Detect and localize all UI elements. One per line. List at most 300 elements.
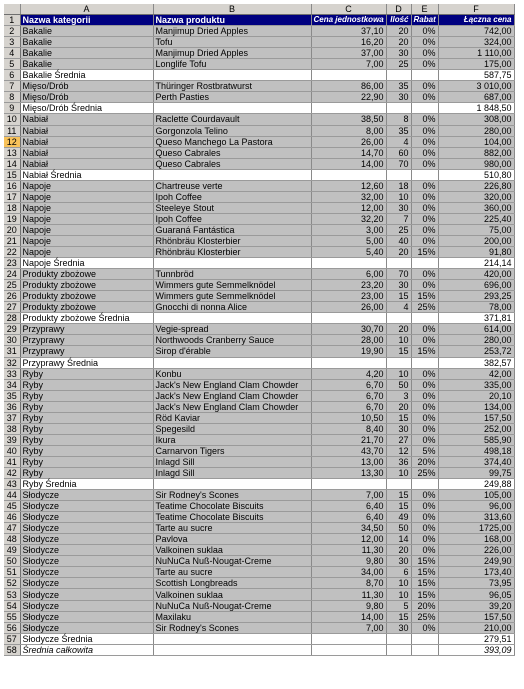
cell-quantity[interactable]: 70 (386, 158, 411, 169)
row-number[interactable]: 1 (4, 15, 20, 26)
cell-discount[interactable]: 0% (411, 114, 438, 125)
cell-product[interactable]: Carnarvon Tigers (153, 445, 311, 456)
cell-unit-price[interactable]: 11,30 (311, 589, 386, 600)
cell-discount[interactable]: 0% (411, 158, 438, 169)
cell-unit-price[interactable] (311, 357, 386, 368)
cell-total-price[interactable]: 320,00 (438, 191, 514, 202)
cell-discount[interactable]: 15% (411, 567, 438, 578)
header-cell-total-price[interactable]: Łączna cena (438, 15, 514, 26)
row-number[interactable]: 43 (4, 479, 20, 490)
row-number[interactable]: 46 (4, 512, 20, 523)
cell-quantity[interactable]: 15 (386, 490, 411, 501)
cell-quantity[interactable]: 25 (386, 224, 411, 235)
cell-total-price[interactable]: 324,00 (438, 37, 514, 48)
cell-product[interactable]: Rhönbräu Klosterbier (153, 247, 311, 258)
cell-quantity[interactable]: 20 (386, 324, 411, 335)
cell-total-price[interactable]: 175,00 (438, 59, 514, 70)
cell-category[interactable]: Słodycze (20, 534, 153, 545)
cell-quantity[interactable]: 30 (386, 280, 411, 291)
cell-quantity[interactable]: 4 (386, 302, 411, 313)
row-number[interactable]: 37 (4, 412, 20, 423)
cell-category[interactable]: Ryby (20, 401, 153, 412)
row-number[interactable]: 38 (4, 423, 20, 434)
cell-unit-price[interactable]: 6,70 (311, 390, 386, 401)
cell-product[interactable]: Jack's New England Clam Chowder (153, 401, 311, 412)
row-number[interactable]: 13 (4, 147, 20, 158)
cell-discount[interactable] (411, 357, 438, 368)
cell-total-price[interactable]: 293,25 (438, 291, 514, 302)
cell-discount[interactable]: 25% (411, 467, 438, 478)
cell-discount[interactable]: 0% (411, 280, 438, 291)
cell-unit-price[interactable]: 13,30 (311, 467, 386, 478)
cell-total-price[interactable]: 1725,00 (438, 523, 514, 534)
cell-quantity[interactable]: 7 (386, 213, 411, 224)
cell-category[interactable]: Słodycze (20, 556, 153, 567)
cell-total-price[interactable]: 168,00 (438, 534, 514, 545)
cell-unit-price[interactable]: 10,50 (311, 412, 386, 423)
cell-product[interactable]: Tunnbröd (153, 269, 311, 280)
cell-total-price[interactable]: 91,80 (438, 247, 514, 258)
cell-unit-price[interactable]: 38,50 (311, 114, 386, 125)
cell-category[interactable]: Słodycze (20, 611, 153, 622)
cell-unit-price[interactable]: 11,30 (311, 545, 386, 556)
cell-product[interactable] (153, 479, 311, 490)
header-cell-quantity[interactable]: Ilość (386, 15, 411, 26)
cell-category[interactable]: Napoje (20, 213, 153, 224)
cell-category[interactable]: Ryby (20, 467, 153, 478)
cell-discount[interactable]: 15% (411, 556, 438, 567)
cell-discount[interactable]: 0% (411, 125, 438, 136)
cell-quantity[interactable]: 12 (386, 445, 411, 456)
cell-quantity[interactable]: 20 (386, 247, 411, 258)
row-number[interactable]: 28 (4, 313, 20, 324)
cell-quantity[interactable] (386, 633, 411, 644)
cell-unit-price[interactable] (311, 633, 386, 644)
cell-product[interactable]: Sir Rodney's Scones (153, 622, 311, 633)
cell-product[interactable]: Maxilaku (153, 611, 311, 622)
cell-discount[interactable]: 0% (411, 202, 438, 213)
cell-product[interactable]: Spegesild (153, 423, 311, 434)
cell-category[interactable]: Ryby (20, 390, 153, 401)
cell-total-price[interactable]: 313,60 (438, 512, 514, 523)
cell-discount[interactable] (411, 258, 438, 269)
cell-product[interactable]: NuNuCa Nuß-Nougat-Creme (153, 556, 311, 567)
row-number[interactable]: 51 (4, 567, 20, 578)
cell-discount[interactable]: 25% (411, 611, 438, 622)
cell-total-price[interactable]: 157,50 (438, 412, 514, 423)
cell-category[interactable]: Słodycze (20, 622, 153, 633)
cell-total-price[interactable]: 249,90 (438, 556, 514, 567)
cell-quantity[interactable]: 25 (386, 59, 411, 70)
cell-quantity[interactable]: 30 (386, 556, 411, 567)
row-number[interactable]: 52 (4, 578, 20, 589)
cell-quantity[interactable]: 14 (386, 534, 411, 545)
cell-category[interactable]: Nabiał (20, 158, 153, 169)
row-number[interactable]: 11 (4, 125, 20, 136)
row-number[interactable]: 6 (4, 70, 20, 81)
cell-total-price[interactable]: 78,00 (438, 302, 514, 313)
cell-unit-price[interactable]: 6,40 (311, 501, 386, 512)
row-number[interactable]: 58 (4, 644, 20, 655)
row-number[interactable]: 21 (4, 235, 20, 246)
cell-product[interactable]: Pavlova (153, 534, 311, 545)
cell-discount[interactable]: 0% (411, 235, 438, 246)
cell-quantity[interactable]: 10 (386, 578, 411, 589)
row-number[interactable]: 23 (4, 258, 20, 269)
cell-category[interactable]: Bakalie (20, 37, 153, 48)
cell-product[interactable]: Ipoh Coffee (153, 213, 311, 224)
cell-quantity[interactable]: 35 (386, 125, 411, 136)
row-number[interactable]: 27 (4, 302, 20, 313)
cell-unit-price[interactable] (311, 169, 386, 180)
cell-total-price[interactable]: 980,00 (438, 158, 514, 169)
cell-discount[interactable]: 0% (411, 490, 438, 501)
cell-unit-price[interactable] (311, 70, 386, 81)
cell-category[interactable]: Słodycze (20, 490, 153, 501)
cell-quantity[interactable]: 35 (386, 81, 411, 92)
cell-total-price[interactable]: 226,80 (438, 180, 514, 191)
cell-discount[interactable]: 0% (411, 390, 438, 401)
row-number[interactable]: 50 (4, 556, 20, 567)
cell-category[interactable]: Nabiał (20, 125, 153, 136)
cell-unit-price[interactable]: 9,80 (311, 556, 386, 567)
cell-category[interactable]: Słodycze (20, 589, 153, 600)
cell-quantity[interactable]: 30 (386, 48, 411, 59)
cell-discount[interactable]: 0% (411, 92, 438, 103)
cell-product[interactable] (153, 258, 311, 269)
cell-product[interactable]: Röd Kaviar (153, 412, 311, 423)
cell-total-price[interactable]: 73,95 (438, 578, 514, 589)
cell-quantity[interactable]: 15 (386, 412, 411, 423)
cell-product[interactable]: Gorgonzola Telino (153, 125, 311, 136)
cell-total-price[interactable]: 104,00 (438, 136, 514, 147)
cell-quantity[interactable]: 18 (386, 180, 411, 191)
cell-quantity[interactable] (386, 357, 411, 368)
cell-product[interactable]: Inlagd Sill (153, 456, 311, 467)
cell-category[interactable]: Ryby (20, 423, 153, 434)
cell-total-price[interactable]: 374,40 (438, 456, 514, 467)
cell-product[interactable]: Queso Cabrales (153, 147, 311, 158)
cell-discount[interactable]: 0% (411, 412, 438, 423)
cell-total-price[interactable]: 360,00 (438, 202, 514, 213)
column-header-e[interactable]: E (411, 4, 438, 15)
cell-quantity[interactable]: 20 (386, 37, 411, 48)
cell-quantity[interactable] (386, 479, 411, 490)
cell-total-price[interactable]: 308,00 (438, 114, 514, 125)
cell-unit-price[interactable]: 8,70 (311, 578, 386, 589)
cell-quantity[interactable]: 10 (386, 335, 411, 346)
cell-quantity[interactable] (386, 644, 411, 655)
row-number[interactable]: 36 (4, 401, 20, 412)
cell-unit-price[interactable]: 32,00 (311, 191, 386, 202)
cell-total-price[interactable]: 252,00 (438, 423, 514, 434)
row-number[interactable]: 14 (4, 158, 20, 169)
cell-quantity[interactable]: 60 (386, 147, 411, 158)
cell-total-price[interactable]: 105,00 (438, 490, 514, 501)
cell-unit-price[interactable]: 14,00 (311, 611, 386, 622)
cell-total-price[interactable]: 510,80 (438, 169, 514, 180)
cell-quantity[interactable]: 8 (386, 114, 411, 125)
row-number[interactable]: 24 (4, 269, 20, 280)
cell-unit-price[interactable]: 19,90 (311, 346, 386, 357)
cell-category[interactable]: Ryby Średnia (20, 479, 153, 490)
cell-category[interactable]: Mięso/Drób Średnia (20, 103, 153, 114)
cell-discount[interactable]: 0% (411, 512, 438, 523)
cell-total-price[interactable]: 39,20 (438, 600, 514, 611)
cell-total-price[interactable]: 173,40 (438, 567, 514, 578)
row-number[interactable]: 15 (4, 169, 20, 180)
cell-category[interactable]: Napoje (20, 180, 153, 191)
cell-product[interactable]: Scottish Longbreads (153, 578, 311, 589)
cell-product[interactable] (153, 644, 311, 655)
row-number[interactable]: 25 (4, 280, 20, 291)
cell-unit-price[interactable]: 23,20 (311, 280, 386, 291)
cell-product[interactable] (153, 70, 311, 81)
cell-quantity[interactable]: 20 (386, 401, 411, 412)
row-number[interactable]: 53 (4, 589, 20, 600)
cell-quantity[interactable]: 40 (386, 235, 411, 246)
row-number[interactable]: 9 (4, 103, 20, 114)
row-number[interactable]: 40 (4, 445, 20, 456)
cell-product[interactable] (153, 633, 311, 644)
cell-quantity[interactable]: 36 (386, 456, 411, 467)
cell-discount[interactable]: 0% (411, 401, 438, 412)
cell-total-price[interactable]: 75,00 (438, 224, 514, 235)
cell-discount[interactable]: 0% (411, 224, 438, 235)
cell-total-price[interactable]: 280,00 (438, 335, 514, 346)
row-number[interactable]: 10 (4, 114, 20, 125)
cell-category[interactable]: Nabiał (20, 147, 153, 158)
cell-unit-price[interactable]: 6,70 (311, 379, 386, 390)
cell-category[interactable]: Produkty zbożowe Średnia (20, 313, 153, 324)
cell-total-price[interactable]: 20,10 (438, 390, 514, 401)
cell-unit-price[interactable] (311, 479, 386, 490)
cell-category[interactable]: Produkty zbożowe (20, 302, 153, 313)
cell-discount[interactable]: 20% (411, 456, 438, 467)
cell-product[interactable]: Ikura (153, 434, 311, 445)
cell-total-price[interactable]: 1 848,50 (438, 103, 514, 114)
cell-quantity[interactable]: 30 (386, 202, 411, 213)
cell-unit-price[interactable]: 12,00 (311, 202, 386, 213)
column-header-d[interactable]: D (386, 4, 411, 15)
cell-category[interactable]: Słodycze (20, 523, 153, 534)
cell-unit-price[interactable]: 32,20 (311, 213, 386, 224)
cell-quantity[interactable] (386, 258, 411, 269)
cell-category[interactable]: Ryby (20, 456, 153, 467)
cell-category[interactable]: Przyprawy (20, 335, 153, 346)
cell-quantity[interactable]: 49 (386, 512, 411, 523)
cell-total-price[interactable]: 696,00 (438, 280, 514, 291)
cell-discount[interactable]: 0% (411, 26, 438, 37)
cell-quantity[interactable]: 30 (386, 622, 411, 633)
cell-product[interactable] (153, 169, 311, 180)
cell-discount[interactable]: 0% (411, 434, 438, 445)
cell-quantity[interactable]: 3 (386, 390, 411, 401)
cell-discount[interactable]: 0% (411, 324, 438, 335)
cell-category[interactable]: Słodycze (20, 512, 153, 523)
cell-unit-price[interactable]: 7,00 (311, 490, 386, 501)
cell-unit-price[interactable]: 5,40 (311, 247, 386, 258)
cell-product[interactable]: Gnocchi di nonna Alice (153, 302, 311, 313)
cell-product[interactable]: Chartreuse verte (153, 180, 311, 191)
cell-discount[interactable]: 0% (411, 534, 438, 545)
cell-total-price[interactable]: 157,50 (438, 611, 514, 622)
cell-unit-price[interactable]: 34,50 (311, 523, 386, 534)
cell-discount[interactable]: 0% (411, 37, 438, 48)
cell-unit-price[interactable]: 6,40 (311, 512, 386, 523)
cell-quantity[interactable]: 30 (386, 92, 411, 103)
cell-category[interactable]: Średnia całkowita (20, 644, 153, 655)
cell-quantity[interactable]: 30 (386, 423, 411, 434)
cell-discount[interactable]: 0% (411, 213, 438, 224)
cell-total-price[interactable]: 253,72 (438, 346, 514, 357)
cell-quantity[interactable]: 6 (386, 567, 411, 578)
cell-unit-price[interactable] (311, 258, 386, 269)
cell-total-price[interactable]: 96,00 (438, 501, 514, 512)
cell-quantity[interactable]: 15 (386, 346, 411, 357)
cell-total-price[interactable]: 210,00 (438, 622, 514, 633)
row-number[interactable]: 3 (4, 37, 20, 48)
cell-product[interactable]: Longlife Tofu (153, 59, 311, 70)
row-number[interactable]: 45 (4, 501, 20, 512)
cell-product[interactable]: Konbu (153, 368, 311, 379)
cell-unit-price[interactable] (311, 644, 386, 655)
cell-discount[interactable]: 0% (411, 545, 438, 556)
cell-total-price[interactable]: 249,88 (438, 479, 514, 490)
cell-total-price[interactable]: 687,00 (438, 92, 514, 103)
cell-discount[interactable]: 25% (411, 302, 438, 313)
cell-product[interactable]: Tarte au sucre (153, 523, 311, 534)
cell-discount[interactable]: 15% (411, 247, 438, 258)
cell-product[interactable]: Sir Rodney's Scones (153, 490, 311, 501)
cell-total-price[interactable]: 587,75 (438, 70, 514, 81)
cell-category[interactable]: Przyprawy (20, 324, 153, 335)
row-number[interactable]: 12 (4, 136, 20, 147)
row-number[interactable]: 17 (4, 191, 20, 202)
row-number[interactable]: 56 (4, 622, 20, 633)
cell-unit-price[interactable]: 8,40 (311, 423, 386, 434)
select-all-corner[interactable] (4, 4, 20, 15)
cell-category[interactable]: Ryby (20, 434, 153, 445)
cell-quantity[interactable] (386, 313, 411, 324)
cell-category[interactable]: Przyprawy (20, 346, 153, 357)
row-number[interactable]: 54 (4, 600, 20, 611)
cell-quantity[interactable]: 10 (386, 467, 411, 478)
cell-discount[interactable] (411, 644, 438, 655)
cell-product[interactable]: Queso Cabrales (153, 158, 311, 169)
cell-total-price[interactable]: 393,09 (438, 644, 514, 655)
cell-category[interactable]: Napoje (20, 247, 153, 258)
cell-discount[interactable] (411, 70, 438, 81)
cell-unit-price[interactable]: 43,70 (311, 445, 386, 456)
cell-unit-price[interactable]: 26,00 (311, 302, 386, 313)
cell-category[interactable]: Napoje (20, 191, 153, 202)
cell-unit-price[interactable]: 21,70 (311, 434, 386, 445)
cell-product[interactable]: Rhönbräu Klosterbier (153, 235, 311, 246)
cell-total-price[interactable]: 614,00 (438, 324, 514, 335)
row-number[interactable]: 42 (4, 467, 20, 478)
cell-category[interactable]: Nabiał (20, 114, 153, 125)
cell-product[interactable]: Northwoods Cranberry Sauce (153, 335, 311, 346)
cell-unit-price[interactable]: 14,00 (311, 158, 386, 169)
cell-quantity[interactable]: 50 (386, 379, 411, 390)
row-number[interactable]: 18 (4, 202, 20, 213)
cell-category[interactable]: Produkty zbożowe (20, 280, 153, 291)
row-number[interactable]: 19 (4, 213, 20, 224)
cell-category[interactable]: Produkty zbożowe (20, 291, 153, 302)
row-number[interactable]: 49 (4, 545, 20, 556)
cell-total-price[interactable]: 99,75 (438, 467, 514, 478)
cell-unit-price[interactable]: 37,00 (311, 48, 386, 59)
cell-category[interactable]: Przyprawy Średnia (20, 357, 153, 368)
cell-total-price[interactable]: 214,14 (438, 258, 514, 269)
cell-product[interactable]: Vegie-spread (153, 324, 311, 335)
cell-unit-price[interactable]: 34,00 (311, 567, 386, 578)
cell-total-price[interactable]: 498,18 (438, 445, 514, 456)
cell-total-price[interactable]: 382,57 (438, 357, 514, 368)
column-header-f[interactable]: F (438, 4, 514, 15)
row-number[interactable]: 26 (4, 291, 20, 302)
cell-discount[interactable]: 0% (411, 335, 438, 346)
cell-discount[interactable] (411, 169, 438, 180)
cell-unit-price[interactable]: 7,00 (311, 622, 386, 633)
row-number[interactable]: 35 (4, 390, 20, 401)
row-number[interactable]: 33 (4, 368, 20, 379)
row-number[interactable]: 44 (4, 490, 20, 501)
row-number[interactable]: 22 (4, 247, 20, 258)
cell-category[interactable]: Ryby (20, 412, 153, 423)
cell-quantity[interactable]: 15 (386, 291, 411, 302)
cell-total-price[interactable]: 200,00 (438, 235, 514, 246)
cell-total-price[interactable]: 280,00 (438, 125, 514, 136)
cell-category[interactable]: Napoje Średnia (20, 258, 153, 269)
row-number[interactable]: 48 (4, 534, 20, 545)
row-number[interactable]: 32 (4, 357, 20, 368)
cell-category[interactable]: Słodycze (20, 567, 153, 578)
cell-discount[interactable]: 0% (411, 191, 438, 202)
cell-category[interactable]: Produkty zbożowe (20, 269, 153, 280)
cell-category[interactable]: Słodycze Średnia (20, 633, 153, 644)
cell-discount[interactable]: 5% (411, 445, 438, 456)
row-number[interactable]: 20 (4, 224, 20, 235)
cell-category[interactable]: Słodycze (20, 578, 153, 589)
header-cell-category[interactable]: Nazwa kategorii (20, 15, 153, 26)
cell-product[interactable]: Tarte au sucre (153, 567, 311, 578)
cell-category[interactable]: Bakalie (20, 59, 153, 70)
cell-category[interactable]: Słodycze (20, 600, 153, 611)
row-number[interactable]: 57 (4, 633, 20, 644)
cell-category[interactable]: Ryby (20, 379, 153, 390)
cell-discount[interactable]: 15% (411, 578, 438, 589)
row-number[interactable]: 5 (4, 59, 20, 70)
row-number[interactable]: 30 (4, 335, 20, 346)
cell-product[interactable]: Thüringer Rostbratwurst (153, 81, 311, 92)
cell-total-price[interactable]: 742,00 (438, 26, 514, 37)
cell-discount[interactable]: 0% (411, 81, 438, 92)
cell-category[interactable]: Nabiał (20, 136, 153, 147)
cell-discount[interactable]: 0% (411, 180, 438, 191)
cell-product[interactable] (153, 313, 311, 324)
cell-discount[interactable]: 0% (411, 269, 438, 280)
row-number[interactable]: 29 (4, 324, 20, 335)
cell-quantity[interactable]: 15 (386, 611, 411, 622)
cell-product[interactable]: Valkoinen suklaa (153, 589, 311, 600)
cell-total-price[interactable]: 225,40 (438, 213, 514, 224)
cell-quantity[interactable] (386, 169, 411, 180)
cell-unit-price[interactable] (311, 103, 386, 114)
row-number[interactable]: 39 (4, 434, 20, 445)
row-number[interactable]: 16 (4, 180, 20, 191)
